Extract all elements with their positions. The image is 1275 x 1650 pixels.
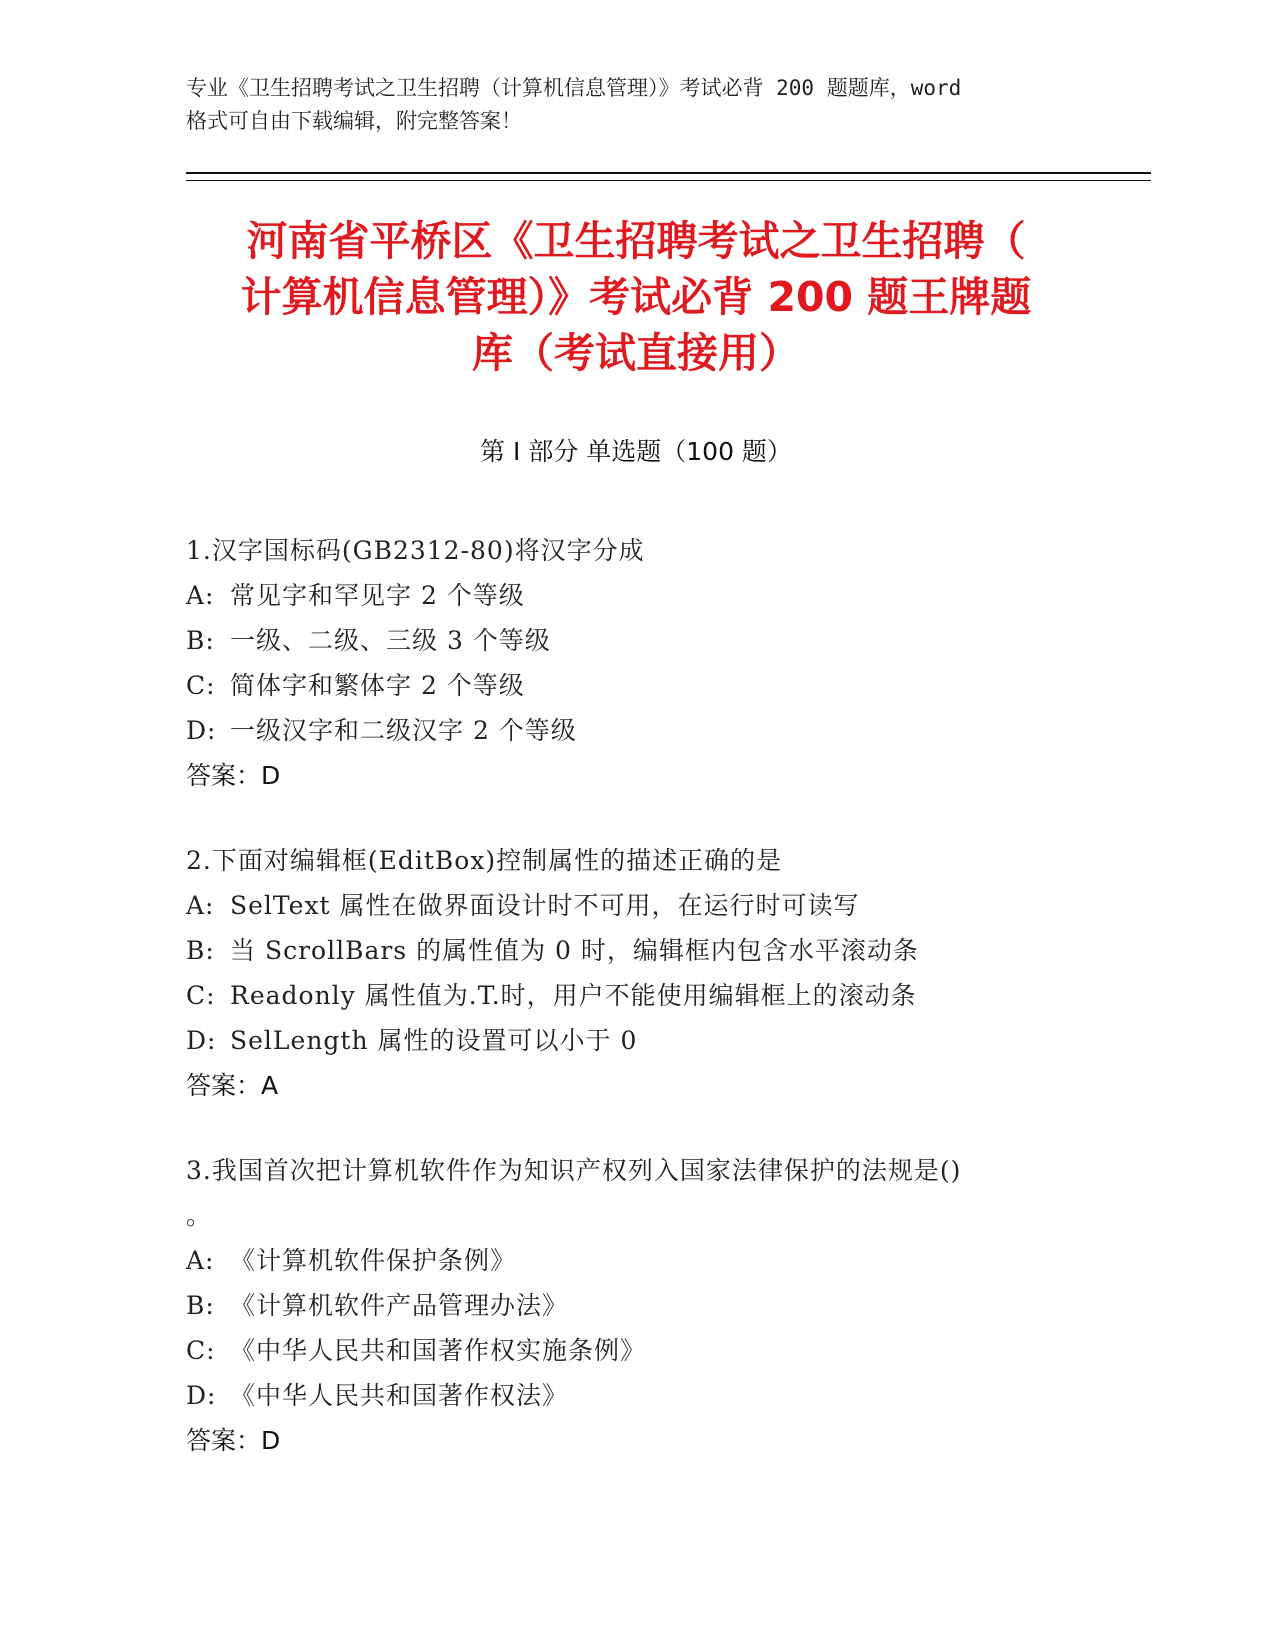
question-item bbox=[186, 528, 1086, 798]
question-stem-continuation: 。 bbox=[186, 1201, 213, 1230]
option-text: SelText 属性在做界面设计时不可用，在运行时可读写 bbox=[230, 891, 860, 920]
answer-line: 答案：D bbox=[186, 1426, 281, 1455]
option-key: C: bbox=[186, 1336, 216, 1365]
option-text: 常见字和罕见字 2 个等级 bbox=[230, 581, 525, 610]
option-a bbox=[186, 883, 1086, 928]
option-key: A: bbox=[186, 891, 215, 920]
option-key: A: bbox=[186, 581, 215, 610]
option-text: 《计算机软件产品管理办法》 bbox=[230, 1291, 569, 1320]
option-d bbox=[186, 708, 1086, 753]
option-c bbox=[186, 973, 1086, 1018]
option-key: B: bbox=[186, 1291, 215, 1320]
section-title: 第 I 部分 单选题（100 题） bbox=[480, 437, 792, 466]
option-b bbox=[186, 1283, 1086, 1328]
document-title-line: 库（考试直接用） bbox=[472, 329, 800, 377]
header-note-line: 格式可自由下载编辑，附完整答案！ bbox=[186, 109, 522, 133]
question-list bbox=[186, 528, 1086, 1503]
option-key: D: bbox=[186, 1381, 217, 1410]
question-stem: 2.下面对编辑框(EditBox)控制属性的描述正确的是 bbox=[186, 846, 783, 875]
header-note-line: 专业《卫生招聘考试之卫生招聘（计算机信息管理）》考试必背 200 题题库，word bbox=[186, 76, 962, 100]
option-b bbox=[186, 618, 1086, 663]
document-title-line: 河南省平桥区《卫生招聘考试之卫生招聘（ bbox=[246, 217, 1026, 265]
option-d bbox=[186, 1373, 1086, 1418]
option-b bbox=[186, 928, 1086, 973]
option-key: A: bbox=[186, 1246, 215, 1275]
option-key: D: bbox=[186, 1026, 217, 1055]
option-text: 一级汉字和二级汉字 2 个等级 bbox=[230, 716, 577, 745]
header-divider-thick bbox=[186, 172, 1151, 174]
header-note bbox=[186, 72, 1086, 138]
question-item bbox=[186, 838, 1086, 1108]
document-title-line: 计算机信息管理）》考试必背 200 题王牌题 bbox=[240, 273, 1032, 321]
option-c bbox=[186, 1328, 1086, 1373]
header-divider-thin bbox=[186, 180, 1151, 181]
option-key: C: bbox=[186, 981, 216, 1010]
option-d bbox=[186, 1018, 1086, 1063]
question-item bbox=[186, 1148, 1086, 1463]
option-key: B: bbox=[186, 626, 215, 655]
option-text: 《计算机软件保护条例》 bbox=[230, 1246, 517, 1275]
option-text: Readonly 属性值为.T.时，用户不能使用编辑框上的滚动条 bbox=[230, 981, 917, 1010]
question-stem: 1.汉字国标码(GB2312-80)将汉字分成 bbox=[186, 536, 645, 565]
option-a bbox=[186, 1238, 1086, 1283]
option-c bbox=[186, 663, 1086, 708]
option-text: 当 ScrollBars 的属性值为 0 时，编辑框内包含水平滚动条 bbox=[230, 936, 919, 965]
question-stem: 3.我国首次把计算机软件作为知识产权列入国家法律保护的法规是() bbox=[186, 1156, 962, 1185]
option-text: 简体字和繁体字 2 个等级 bbox=[230, 671, 525, 700]
option-key: D: bbox=[186, 716, 217, 745]
option-key: B: bbox=[186, 936, 215, 965]
answer-line: 答案：A bbox=[186, 1071, 279, 1100]
option-a bbox=[186, 573, 1086, 618]
option-key: C: bbox=[186, 671, 216, 700]
option-text: 一级、二级、三级 3 个等级 bbox=[230, 626, 551, 655]
option-text: SelLength 属性的设置可以小于 0 bbox=[230, 1026, 638, 1055]
option-text: 《中华人民共和国著作权法》 bbox=[230, 1381, 569, 1410]
document-title bbox=[186, 213, 1086, 381]
option-text: 《中华人民共和国著作权实施条例》 bbox=[230, 1336, 647, 1365]
answer-line: 答案：D bbox=[186, 761, 281, 790]
